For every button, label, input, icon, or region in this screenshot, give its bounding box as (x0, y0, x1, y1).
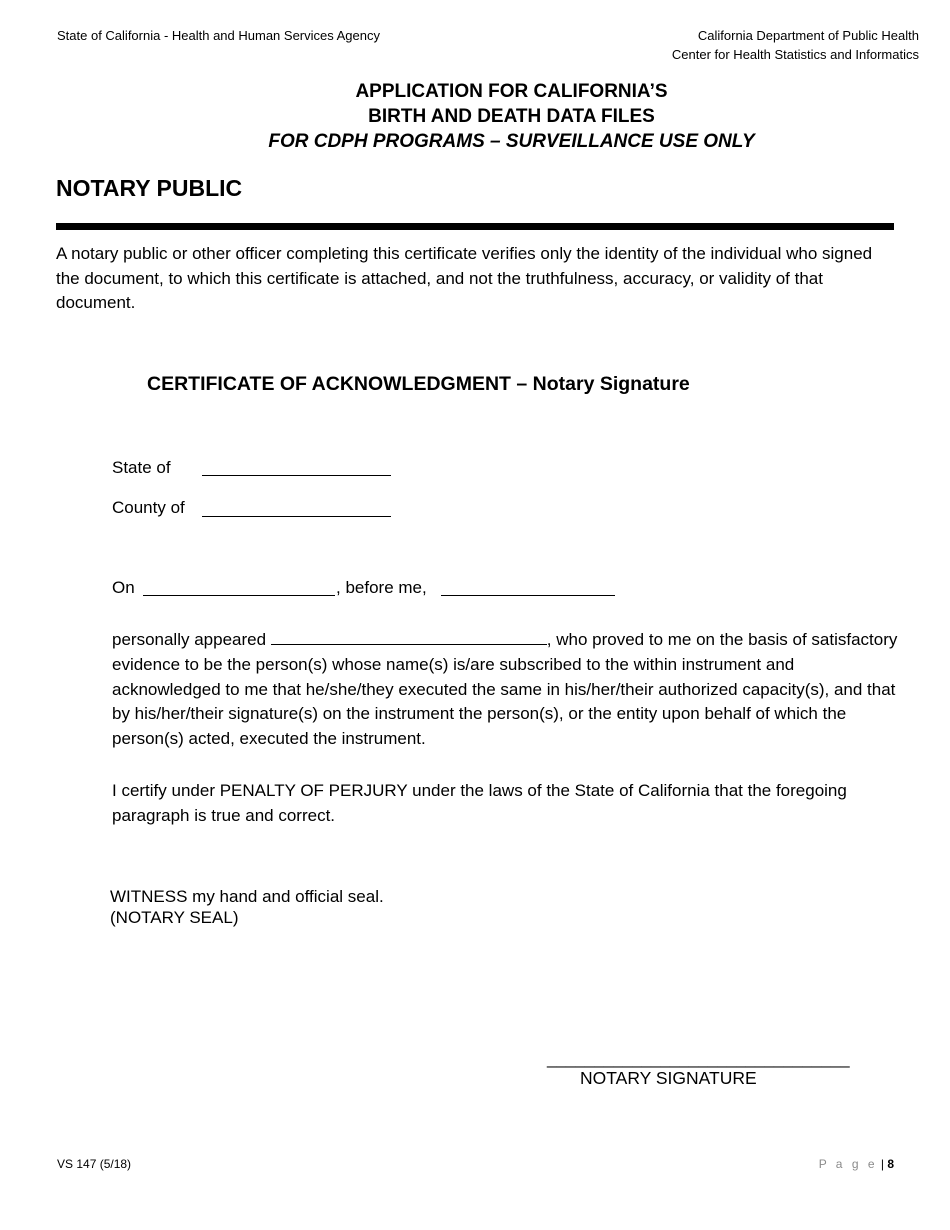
witness-text: WITNESS my hand and official seal. (110, 887, 384, 906)
witness-block (110, 886, 384, 928)
state-field[interactable] (202, 475, 391, 476)
signer-name-field[interactable] (271, 630, 547, 645)
acknowledgment-paragraph (112, 628, 902, 752)
signature-line[interactable]: ________________________________ (547, 1049, 850, 1068)
county-label: County of (112, 498, 185, 517)
signature-label: NOTARY SIGNATURE (580, 1068, 757, 1088)
section-title: NOTARY PUBLIC (56, 175, 243, 201)
department-header (672, 26, 919, 64)
notary-seal-label: (NOTARY SEAL) (110, 908, 239, 927)
form-id: VS 147 (5/18) (57, 1157, 132, 1171)
title-line-1: APPLICATION FOR CALIFORNIA’S (355, 81, 668, 102)
title-line-2: BIRTH AND DEATH DATA FILES (368, 106, 655, 127)
department-name: California Department of Public Health (697, 28, 919, 43)
certificate-title: CERTIFICATE OF ACKNOWLEDGMENT – Notary Signature (147, 373, 690, 395)
center-name: Center for Health Statistics and Informatics (671, 47, 919, 62)
section-divider (56, 223, 894, 230)
date-field[interactable] (143, 595, 335, 596)
before-me-label: , before me, (336, 578, 427, 597)
page-number: 8 (887, 1157, 894, 1171)
county-field[interactable] (202, 516, 391, 517)
perjury-statement: I certify under PENALTY OF PERJURY under the laws of the State of California that the foregoing paragraph is true and correct. (112, 781, 847, 825)
state-label: State of (112, 458, 171, 477)
page-word: P a g e (818, 1157, 878, 1171)
page-separator: | (880, 1157, 884, 1171)
document-title (0, 79, 950, 154)
page-indicator (819, 1157, 894, 1171)
notary-disclaimer: A notary public or other officer completing this certificate verifies only the identity of the individual who signed the document, to which this certificate is attached, and not the truthfulness, accuracy, or validity of that document. (56, 244, 873, 312)
notary-name-field[interactable] (441, 595, 615, 596)
agency-header: State of California - Health and Human Services Agency (57, 28, 381, 43)
on-label: On (112, 578, 135, 597)
acknowledgment-text: , who proved to me on the basis of satisfactory evidence to be the person(s) whose name(s) is/are subscribed to the within instrument and acknowledged to me that he/she/they executed the same in his/her/their authorized capacity(s), and that by his/her/their signature(s) on the instrument the person(s), or the entity upon behalf of which the person(s) acted, executed the instrument. (112, 630, 898, 749)
personally-appeared-label: personally appeared (112, 630, 267, 649)
title-line-3: FOR CDPH PROGRAMS – SURVEILLANCE USE ONLY (268, 131, 755, 152)
